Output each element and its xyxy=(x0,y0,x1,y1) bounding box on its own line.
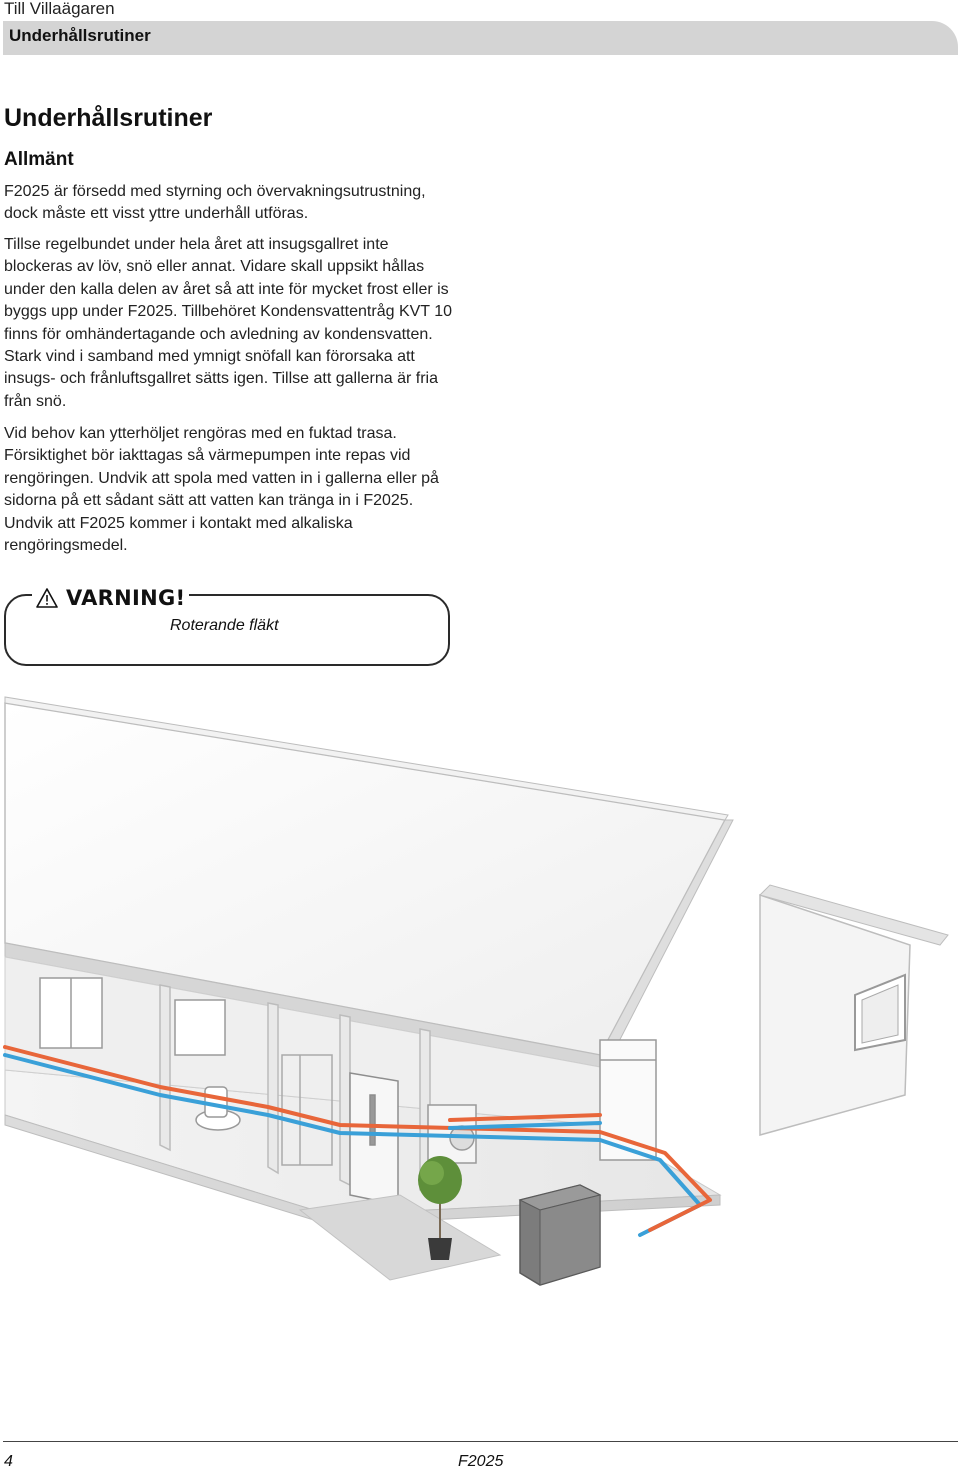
warning-text: Roterande fläkt xyxy=(170,617,279,634)
warning-triangle-icon xyxy=(36,588,58,608)
house-cutaway-heat-pump-illustration xyxy=(0,695,960,1305)
section-title: Allmänt xyxy=(4,149,74,170)
outdoor-heat-pump xyxy=(520,1185,600,1285)
front-door xyxy=(350,1073,398,1205)
section-header-label: Underhållsrutiner xyxy=(9,26,151,45)
paragraph-intro: F2025 är försedd med styrning och övervakningsutrustning, dock måste ett visst yttre underhåll utföras. xyxy=(4,183,426,223)
breadcrumb: Till Villaägaren xyxy=(4,0,115,18)
page-number: 4 xyxy=(4,1453,13,1470)
footer-product-name: F2025 xyxy=(458,1453,504,1470)
page-title: Underhållsrutiner xyxy=(4,104,213,132)
footer-divider xyxy=(3,1441,958,1442)
warning-header xyxy=(32,585,189,611)
paragraph-grille-maintenance: Tillse regelbundet under hela året att insugsgallret inte blockeras av löv, snö eller annat. Vidare skall uppsikt hållas under den kalla delen av året så att inte för mycket frost eller is byggs upp under F2025. Tillbehöret Kondensvattentråg KVT 10 finns för omhändertagande och avledning av kondensvatten. Stark vind i samband med ymnigt snöfall kan förorsaka att insugs- och frånluftsgallret sätts igen. Tillse att gallerna är fria från snö. xyxy=(4,236,453,410)
paragraph-cleaning: Vid behov kan ytterhöljet rengöras med en fuktad trasa. Försiktighet bör iakttagas så värmepumpen inte repas vid rengöringen. Undvik att spola med vatten in i gallerna eller på sidorna på ett sådant sätt att vatten kan tränga in i F2025. Undvik att F2025 kommer i kontakt med alkaliska rengöringsmedel. xyxy=(4,425,439,555)
right-wing xyxy=(760,885,948,1135)
section-header-bar xyxy=(3,21,958,55)
warning-title: VARNING! xyxy=(66,586,186,610)
